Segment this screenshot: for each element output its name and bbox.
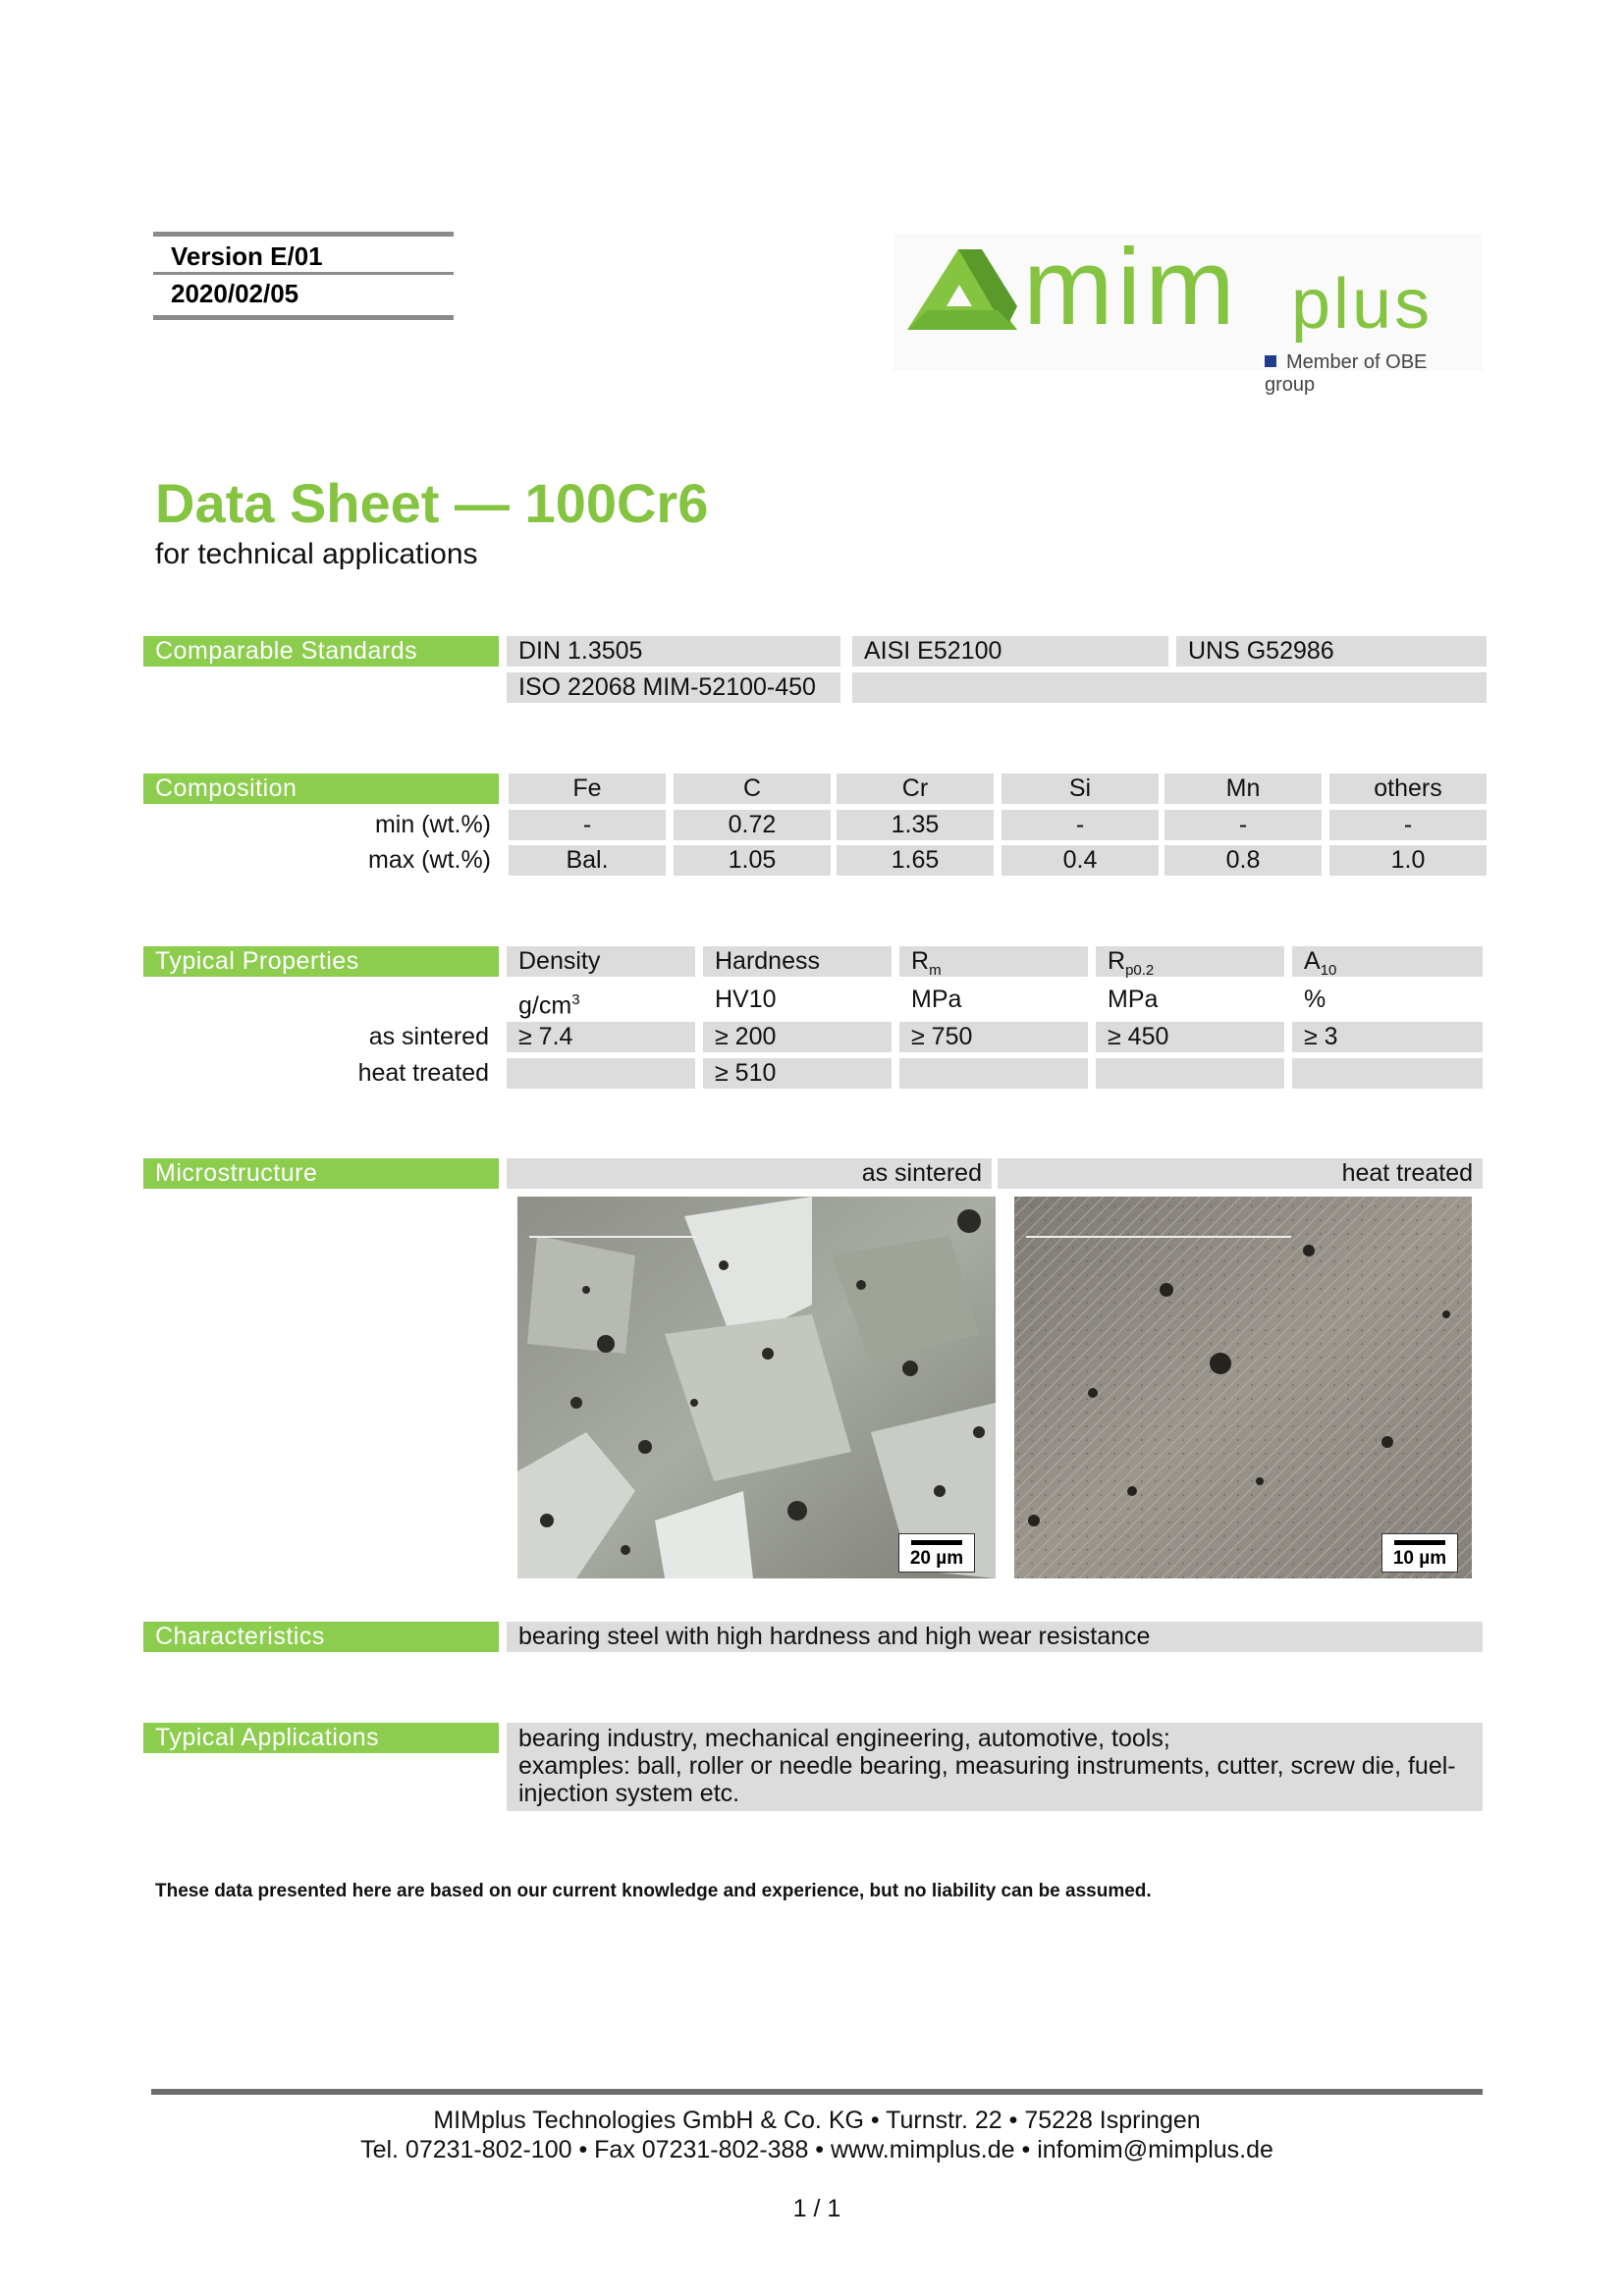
unit-hardness: HV10 <box>715 986 777 1013</box>
composition-cell: - <box>1001 810 1159 840</box>
triangle-logo-icon <box>907 247 1019 332</box>
property-cell: ≥ 510 <box>703 1058 892 1089</box>
composition-header: Si <box>1001 774 1159 804</box>
applications-line: bearing industry, mechanical engineering, automotive, tools; <box>518 1725 1170 1752</box>
property-header-density: Density <box>507 946 695 977</box>
micrograph-heat-treated-image <box>1014 1197 1472 1578</box>
rp-symbol: R <box>1108 947 1126 975</box>
page-subtitle: for technical applications <box>155 538 478 570</box>
rm-symbol: R <box>911 947 930 975</box>
unit-rm: MPa <box>911 986 962 1013</box>
scale-bar-heat-treated <box>1381 1533 1458 1573</box>
footer-address: MIMplus Technologies GmbH & Co. KG • Turnstr. 22 • 75228 Ispringen <box>433 2107 1201 2134</box>
footer-rule <box>151 2089 1483 2095</box>
scale-bar-line <box>1394 1540 1445 1545</box>
version-date: 2020/02/05 <box>171 279 299 308</box>
density-unit-superscript: 3 <box>571 991 580 1008</box>
property-header-a <box>1292 946 1483 977</box>
applications-text <box>507 1723 1483 1811</box>
composition-row-label: max (wt.%) <box>368 846 491 874</box>
composition-cell: - <box>509 810 666 840</box>
composition-header: Mn <box>1164 774 1322 804</box>
property-header-rp <box>1096 946 1284 977</box>
section-label-microstructure: Microstructure <box>143 1158 499 1189</box>
page-title: Data Sheet — 100Cr6 <box>155 472 709 534</box>
property-cell <box>1096 1058 1284 1089</box>
composition-header: Fe <box>509 774 666 804</box>
property-cell: ≥ 7.4 <box>507 1022 695 1052</box>
property-cell: ≥ 750 <box>899 1022 1088 1052</box>
composition-cell: - <box>1329 810 1487 840</box>
property-header-rm <box>899 946 1088 977</box>
property-cell: ≥ 450 <box>1096 1022 1284 1052</box>
composition-header: others <box>1329 774 1487 804</box>
logo-plus: plus <box>1291 265 1434 344</box>
version-rule-top <box>153 232 454 237</box>
micrograph-as-sintered-image <box>517 1197 996 1578</box>
composition-cell: 0.72 <box>674 810 831 840</box>
scale-bar-label: 10 µm <box>1392 1548 1447 1569</box>
composition-cell: 1.35 <box>837 810 994 840</box>
logo-member-label: Member of OBE group <box>1265 351 1428 396</box>
applications-line: examples: ball, roller or needle bearing, measuring instruments, cutter, screw die, fuel- <box>518 1752 1456 1780</box>
disclaimer: These data presented here are based on our current knowledge and experience, but no liability can be assumed. <box>155 1881 1152 1901</box>
unit-density <box>518 985 580 1021</box>
composition-header: Cr <box>837 774 994 804</box>
property-cell <box>507 1058 695 1089</box>
property-cell: ≥ 3 <box>1292 1022 1483 1052</box>
scale-line <box>529 1236 696 1238</box>
section-label-standards: Comparable Standards <box>143 636 499 667</box>
page-number: 1 / 1 <box>792 2195 841 2222</box>
company-logo <box>893 227 1483 396</box>
unit-a: % <box>1304 986 1326 1013</box>
standard-aisi: AISI E52100 <box>852 636 1168 667</box>
section-label-composition: Composition <box>143 774 499 804</box>
standard-uns: UNS G52986 <box>1176 636 1487 667</box>
characteristics-text: bearing steel with high hardness and high wear resistance <box>507 1622 1483 1652</box>
composition-row-label: min (wt.%) <box>374 811 491 838</box>
standard-empty <box>852 672 1487 703</box>
composition-cell: 1.0 <box>1329 845 1487 876</box>
property-header-hardness: Hardness <box>703 946 892 977</box>
composition-cell: 0.8 <box>1164 845 1322 876</box>
composition-header: C <box>674 774 831 804</box>
a-subscript: 10 <box>1320 962 1337 979</box>
property-cell <box>1292 1058 1483 1089</box>
micrograph-as-sintered <box>517 1197 996 1578</box>
footer-contact: Tel. 07231-802-100 • Fax 07231-802-388 • www.mimplus.de • infomim@mimplus.de <box>360 2136 1273 2163</box>
density-unit: g/cm <box>518 991 572 1020</box>
section-label-characteristics: Characteristics <box>143 1622 499 1652</box>
composition-cell: 1.65 <box>837 845 994 876</box>
logo-wordmark: mim <box>1023 227 1239 347</box>
standard-din: DIN 1.3505 <box>507 636 840 667</box>
micro-caption-as-sintered: as sintered <box>507 1158 992 1189</box>
logo-member-text <box>1265 351 1483 397</box>
composition-cell: - <box>1164 810 1322 840</box>
unit-rp: MPa <box>1108 986 1159 1013</box>
micro-caption-heat-treated: heat treated <box>998 1158 1483 1189</box>
scale-line <box>1026 1236 1291 1238</box>
rp-subscript: p0.2 <box>1125 962 1155 979</box>
scale-bar-line <box>911 1540 962 1545</box>
section-label-applications: Typical Applications <box>143 1723 499 1753</box>
section-label-properties: Typical Properties <box>143 946 499 977</box>
composition-cell: Bal. <box>509 845 666 876</box>
rm-subscript: m <box>929 962 942 979</box>
square-bullet-icon <box>1265 355 1276 367</box>
standard-iso: ISO 22068 MIM-52100-450 <box>507 672 840 703</box>
scale-bar-label: 20 µm <box>909 1548 964 1569</box>
composition-cell: 0.4 <box>1001 845 1159 876</box>
property-cell <box>899 1058 1088 1089</box>
property-row-label: as sintered <box>368 1023 489 1050</box>
property-row-label: heat treated <box>357 1059 489 1087</box>
applications-line: injection system etc. <box>518 1780 740 1807</box>
version-rule-bottom <box>153 315 454 320</box>
a-symbol: A <box>1304 947 1321 975</box>
version-label: Version E/01 <box>171 241 323 271</box>
scale-bar-as-sintered <box>898 1533 975 1573</box>
composition-cell: 1.05 <box>674 845 831 876</box>
micrograph-heat-treated <box>1014 1197 1472 1578</box>
property-cell: ≥ 200 <box>703 1022 892 1052</box>
version-rule-mid <box>153 272 454 275</box>
